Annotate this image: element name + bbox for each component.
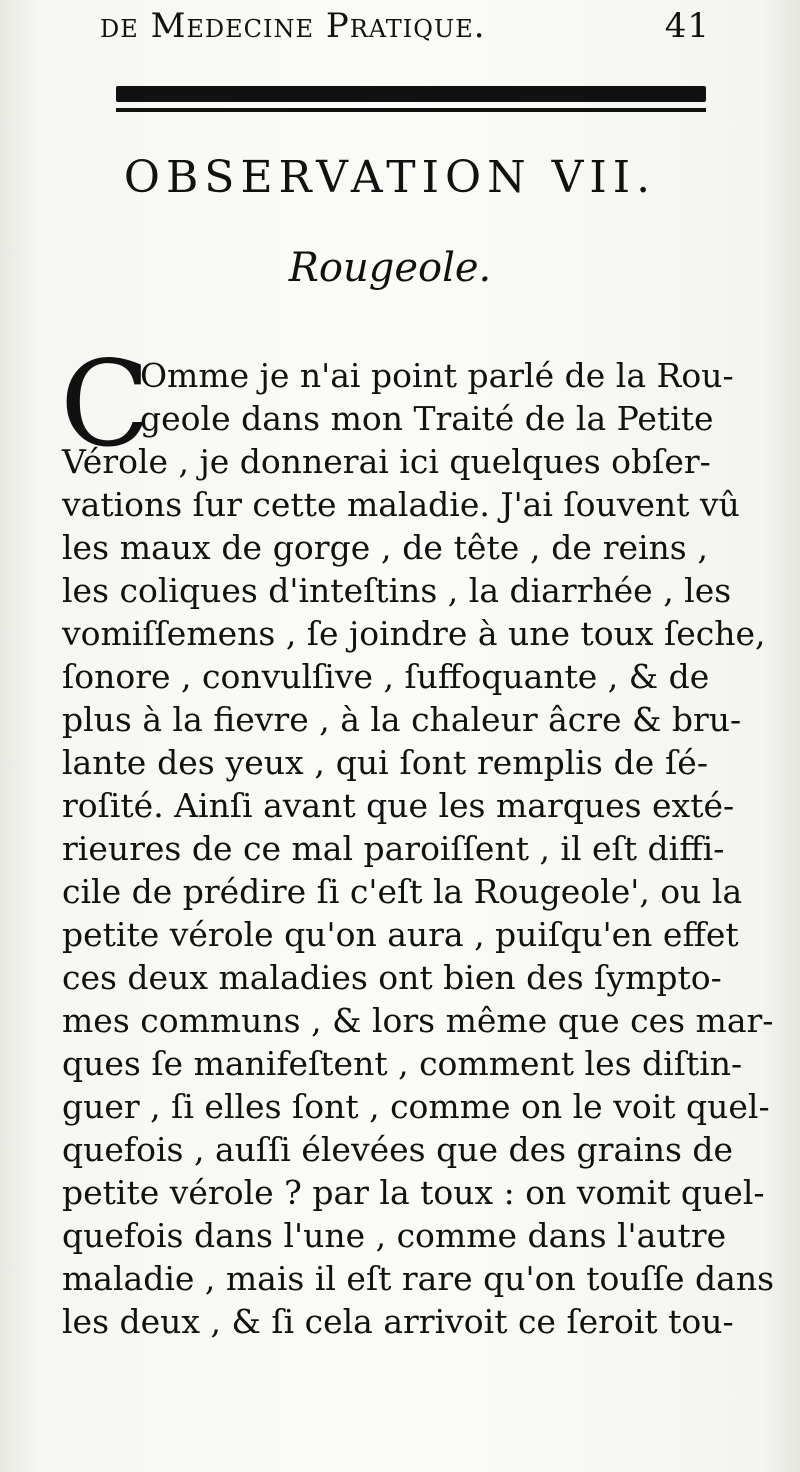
text-line: cile de prédire ſi c'eſt la Rougeole', ou la (62, 872, 743, 911)
text-line: quefois , auſſi élevées que des grains de (62, 1130, 734, 1169)
text-line: petite vérole qu'on aura , puiſqu'en effet (62, 915, 739, 954)
text-line: ces deux maladies ont bien des ſympto- (62, 958, 722, 997)
text-line: lante des yeux , qui ſont remplis de ſé- (62, 743, 708, 782)
text-line: Vérole , je donnerai ici quelques obſer- (62, 442, 711, 481)
text-line: guer , ſi elles ſont , comme on le voit quel- (62, 1087, 770, 1126)
text-line: Omme je n'ai point parlé de la Rou- (140, 356, 734, 395)
page-number: 41 (664, 6, 710, 46)
observation-title: OBSERVATION VII. (123, 152, 657, 203)
running-title: de Medecine Pratique. (100, 6, 486, 46)
thick-rule-line (116, 86, 706, 102)
text-line: maladie , mais il eſt rare qu'on touſſe dans (62, 1259, 775, 1298)
text-line: vomiſſemens , ſe joindre à une toux ſeche, (62, 614, 766, 653)
drop-cap-letter: C (60, 335, 151, 473)
text-line: les coliques d'inteſtins , la diarrhée , les (62, 571, 732, 610)
observation-subtitle: Rougeole. (288, 245, 492, 291)
text-line: les maux de gorge , de tête , de reins , (62, 528, 708, 567)
text-line: vations ſur cette maladie. J'ai ſouvent vû (62, 485, 740, 524)
text-line: quefois dans l'une , comme dans l'autre (62, 1216, 727, 1255)
running-header (100, 6, 710, 50)
text-line: rieures de ce mal paroiſſent , il eſt diffi- (62, 829, 725, 868)
text-line: roſité. Ainſi avant que les marques exté- (62, 786, 735, 825)
decorative-rule (116, 86, 706, 120)
thin-rule-line (116, 108, 706, 112)
text-line: petite vérole ? par la toux : on vomit quel- (62, 1173, 765, 1212)
text-line: plus à la fievre , à la chaleur âcre & bru- (62, 700, 742, 739)
text-line: geole dans mon Traité de la Petite (140, 399, 714, 438)
text-line: ſonore , convulſive , ſuffoquante , & de (62, 657, 710, 696)
text-line: ques ſe manifeſtent , comment les diſtin- (62, 1044, 743, 1083)
text-line: les deux , & ſi cela arrivoit ce ſeroit tou- (62, 1302, 734, 1341)
text-line: mes communs , & lors même que ces mar- (62, 1001, 774, 1040)
